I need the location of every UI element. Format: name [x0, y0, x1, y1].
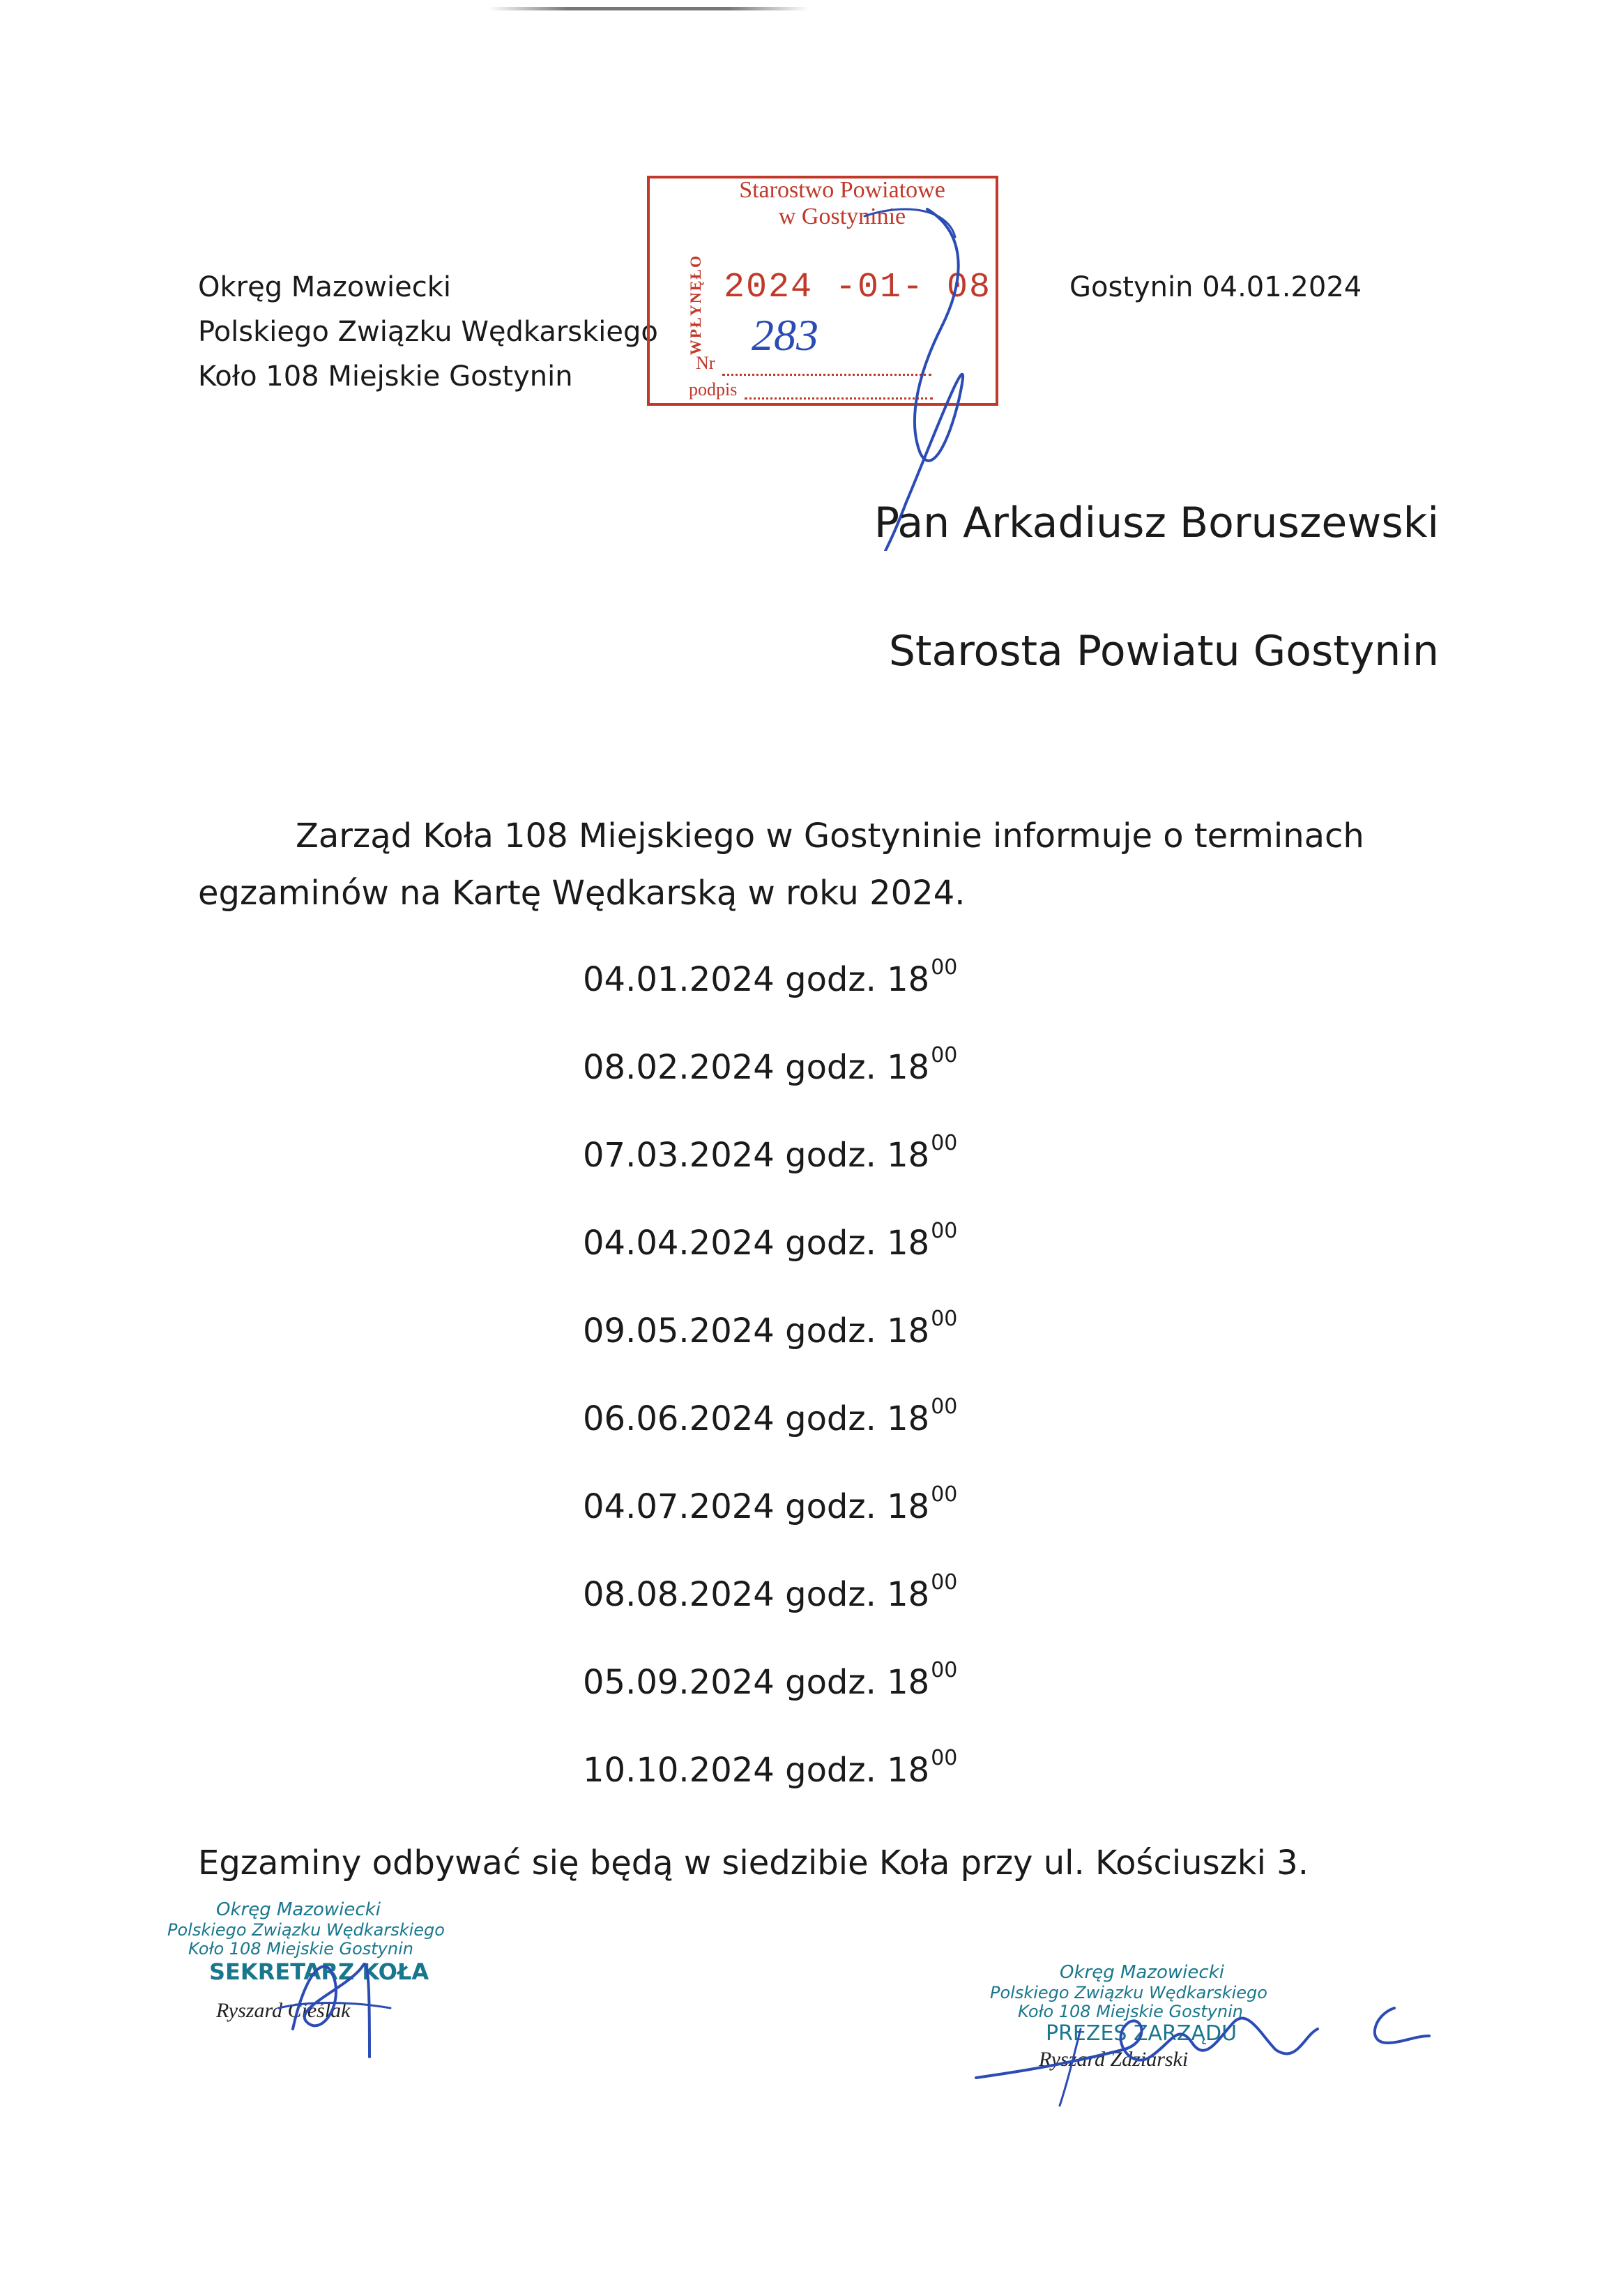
- exam-time-label: godz.: [785, 1663, 876, 1702]
- body-paragraph: [198, 807, 1446, 922]
- secretary-signature: [265, 1924, 404, 2064]
- exam-hour: 18: [887, 960, 930, 999]
- stamp-date: 2024 -01- 08: [724, 268, 992, 307]
- stamp-signature-label: podpis: [689, 379, 738, 400]
- exam-hour: 18: [887, 1136, 930, 1175]
- stamp-nr-label: Nr: [696, 353, 715, 373]
- seal-role: SEKRETARZ KOŁA: [209, 1959, 429, 1986]
- exam-date: 09.05.2024: [583, 1312, 775, 1351]
- exam-time-label: godz.: [785, 1224, 876, 1263]
- exam-minutes: 00: [931, 1131, 958, 1155]
- exam-date: 06.06.2024: [583, 1399, 775, 1438]
- exam-minutes: 00: [931, 1482, 958, 1507]
- exam-minutes: 00: [931, 955, 958, 980]
- exam-date: 04.04.2024: [583, 1224, 775, 1263]
- exam-date-row: [583, 1307, 957, 1394]
- exam-hour: 18: [887, 1048, 930, 1087]
- exam-date-row: [583, 1746, 957, 1834]
- closing-sentence: Egzaminy odbywać się będą w siedzibie Koła przy ul. Kościuszki 3.: [198, 1843, 1309, 1883]
- exam-hour: 18: [887, 1224, 930, 1263]
- exam-date-row: [583, 1043, 957, 1131]
- exam-date-row: [583, 1482, 957, 1570]
- exam-date: 10.10.2024: [583, 1751, 775, 1790]
- sender-line: Polskiego Związku Wędkarskiego: [198, 316, 658, 348]
- exam-time-label: godz.: [785, 1487, 876, 1526]
- exam-minutes: 00: [931, 1307, 958, 1331]
- exam-date-row: [583, 955, 957, 1043]
- exam-hour: 18: [887, 1751, 930, 1790]
- exam-time-label: godz.: [785, 1312, 876, 1351]
- exam-date: 05.09.2024: [583, 1663, 775, 1702]
- seal-line: Polskiego Związku Wędkarskiego: [990, 1982, 1267, 2002]
- seal-name: Ryszard Zdziarski: [1039, 2047, 1189, 2071]
- seal-line: Polskiego Związku Wędkarskiego: [167, 1919, 445, 1940]
- exam-date-row: [583, 1658, 957, 1746]
- exam-time-label: godz.: [785, 1751, 876, 1790]
- exam-time-label: godz.: [785, 1399, 876, 1438]
- seal-line: Koło 108 Miejskie Gostynin: [188, 1939, 413, 1959]
- exam-time-label: godz.: [785, 1136, 876, 1175]
- stamp-office-name: Starostwo Powiatowe: [739, 177, 945, 203]
- seal-line: Okręg Mazowiecki: [1060, 1962, 1224, 1983]
- exam-date: 04.01.2024: [583, 960, 775, 999]
- exam-date-row: [583, 1570, 957, 1658]
- seal-name: Ryszard Cieślak: [216, 1998, 351, 2022]
- exam-hour: 18: [887, 1663, 930, 1702]
- exam-dates-list: [583, 955, 957, 1834]
- exam-minutes: 00: [931, 1746, 958, 1770]
- sender-line: Koło 108 Miejskie Gostynin: [198, 360, 573, 393]
- exam-minutes: 00: [931, 1394, 958, 1419]
- seal-line: Koło 108 Miejskie Gostynin: [1018, 2002, 1243, 2022]
- exam-hour: 18: [887, 1575, 930, 1614]
- exam-time-label: godz.: [785, 960, 876, 999]
- exam-minutes: 00: [931, 1043, 958, 1067]
- stamp-received-label: WPŁYNĘŁO: [687, 254, 704, 356]
- stamp-office-city: w Gostyninie: [778, 204, 906, 229]
- exam-date-row: [583, 1394, 957, 1482]
- exam-date: 08.08.2024: [583, 1575, 775, 1614]
- exam-hour: 18: [887, 1312, 930, 1351]
- exam-date-row: [583, 1219, 957, 1307]
- exam-date-row: [583, 1131, 957, 1219]
- seal-role: PREZES ZARZĄDU: [1046, 2021, 1237, 2046]
- recipient-block: [874, 501, 1439, 757]
- seal-line: Okręg Mazowiecki: [216, 1899, 381, 1920]
- exam-date: 07.03.2024: [583, 1136, 775, 1175]
- exam-date: 08.02.2024: [583, 1048, 775, 1087]
- stamp-number: 283: [752, 310, 818, 360]
- exam-time-label: godz.: [785, 1048, 876, 1087]
- recipient-title: Starosta Powiatu Gostynin: [888, 627, 1439, 676]
- exam-time-label: godz.: [785, 1575, 876, 1614]
- sender-block: [198, 265, 658, 399]
- exam-hour: 18: [887, 1399, 930, 1438]
- handwritten-initial-mark: [823, 188, 990, 551]
- place-date: Gostynin 04.01.2024: [1069, 271, 1362, 303]
- sender-line: Okręg Mazowiecki: [198, 271, 452, 303]
- scan-edge-line: [488, 7, 809, 10]
- exam-date: 04.07.2024: [583, 1487, 775, 1526]
- exam-minutes: 00: [931, 1570, 958, 1595]
- exam-hour: 18: [887, 1487, 930, 1526]
- recipient-name: Pan Arkadiusz Boruszewski: [874, 499, 1439, 547]
- exam-minutes: 00: [931, 1219, 958, 1243]
- exam-minutes: 00: [931, 1658, 958, 1682]
- body-paragraph-text: Zarząd Koła 108 Miejskiego w Gostyninie informuje o terminach egzaminów na Kartę Wędkarską w roku 2024.: [198, 816, 1364, 913]
- president-signature: [969, 1994, 1443, 2113]
